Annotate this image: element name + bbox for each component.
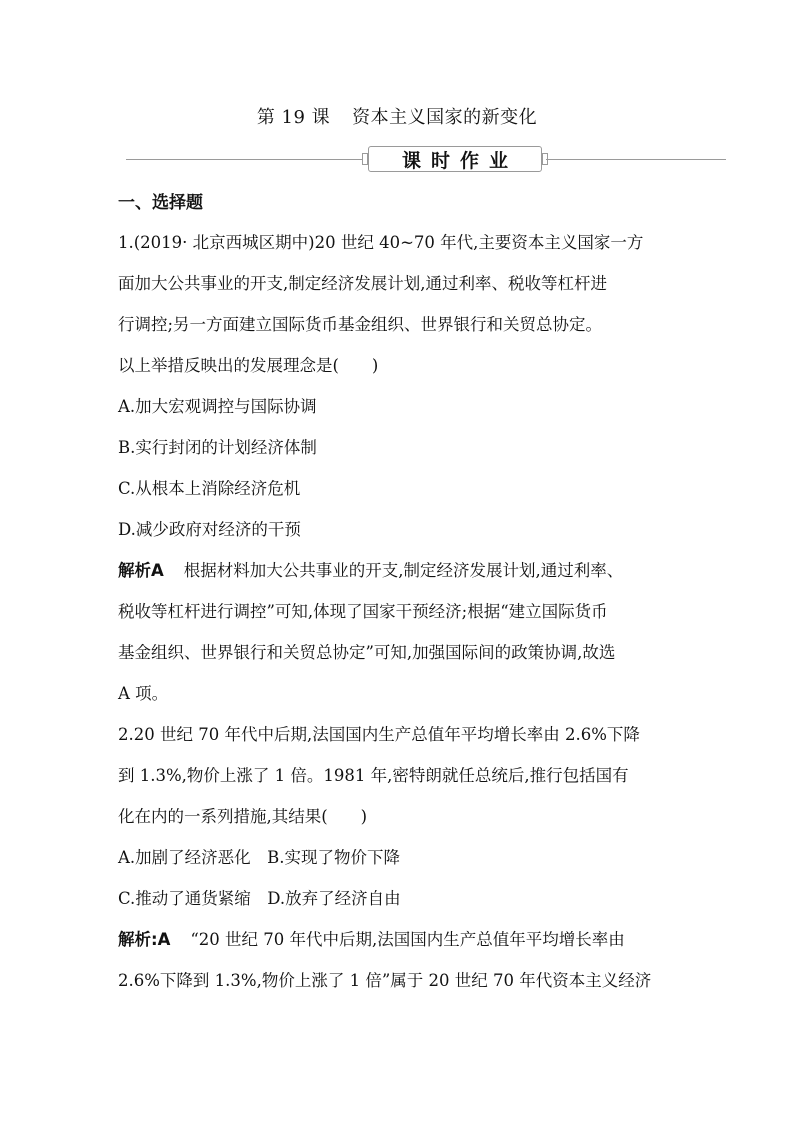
q1-analysis-line (118, 550, 678, 591)
q1-analysis-line: A 项。 (118, 684, 169, 703)
question-content (118, 222, 678, 1001)
q1-option-c: C.从根本上消除经济危机 (118, 479, 301, 498)
q2-analysis-label: 解析:A (118, 930, 171, 949)
q2-stem-line: 到 1.3%,物价上涨了 1 倍。1981 年,密特朗就任总统后,推行包括国有 (118, 766, 629, 785)
q1-analysis-line: 基金组织、世界银行和关贸总协定”可知,加强国际间的政策协调,故选 (118, 643, 616, 662)
q2-stem-line: 2.20 世纪 70 年代中后期,法国国内生产总值年平均增长率由 2.6%下降 (118, 725, 640, 744)
q1-stem-line: 面加大公共事业的开支,制定经济发展计划,通过利率、税收等杠杆进 (118, 274, 607, 293)
homework-banner (118, 146, 726, 172)
banner-label: 课时作业 (368, 146, 542, 172)
q1-stem-line: 1.(2019· 北京西城区期中)20 世纪 40~70 年代,主要资本主义国家一方 (118, 233, 644, 252)
q1-stem-line: 行调控;另一方面建立国际货币基金组织、世界银行和关贸总协定。 (118, 315, 603, 334)
q2-analysis-text: “20 世纪 70 年代中后期,法国国内生产总值年平均增长率由 (190, 930, 625, 949)
q1-analysis-line: 税收等杠杆进行调控”可知,体现了国家干预经济;根据“建立国际货币 (118, 602, 608, 621)
q2-analysis-line: 2.6%下降到 1.3%,物价上涨了 1 倍”属于 20 世纪 70 年代资本主义经济 (118, 971, 652, 990)
q1-option-d: D.减少政府对经济的干预 (118, 520, 301, 539)
q1-option-a: A.加大宏观调控与国际协调 (118, 397, 317, 416)
q1-option-b: B.实行封闭的计划经济体制 (118, 438, 317, 457)
q1-analysis-text: 根据材料加大公共事业的开支,制定经济发展计划,通过利率、 (183, 561, 624, 580)
lesson-title (0, 106, 794, 130)
section-heading: 一、选择题 (118, 193, 203, 213)
banner-rule-left (126, 159, 366, 160)
lesson-number: 第 19 课 (256, 107, 331, 128)
q2-option-row: A.加剧了经济恶化 B.实现了物价下降 (118, 848, 401, 867)
q1-analysis-label: 解析A (118, 561, 164, 580)
q2-stem-line: 化在内的一系列措施,其结果( ) (118, 807, 368, 826)
q2-option-row: C.推动了通货紧缩 D.放弃了经济自由 (118, 889, 401, 908)
lesson-name: 资本主义国家的新变化 (352, 107, 538, 128)
q2-analysis-line (118, 919, 678, 960)
q1-stem-line: 以上举措反映出的发展理念是( ) (118, 356, 379, 375)
banner-rule-right (546, 159, 726, 160)
